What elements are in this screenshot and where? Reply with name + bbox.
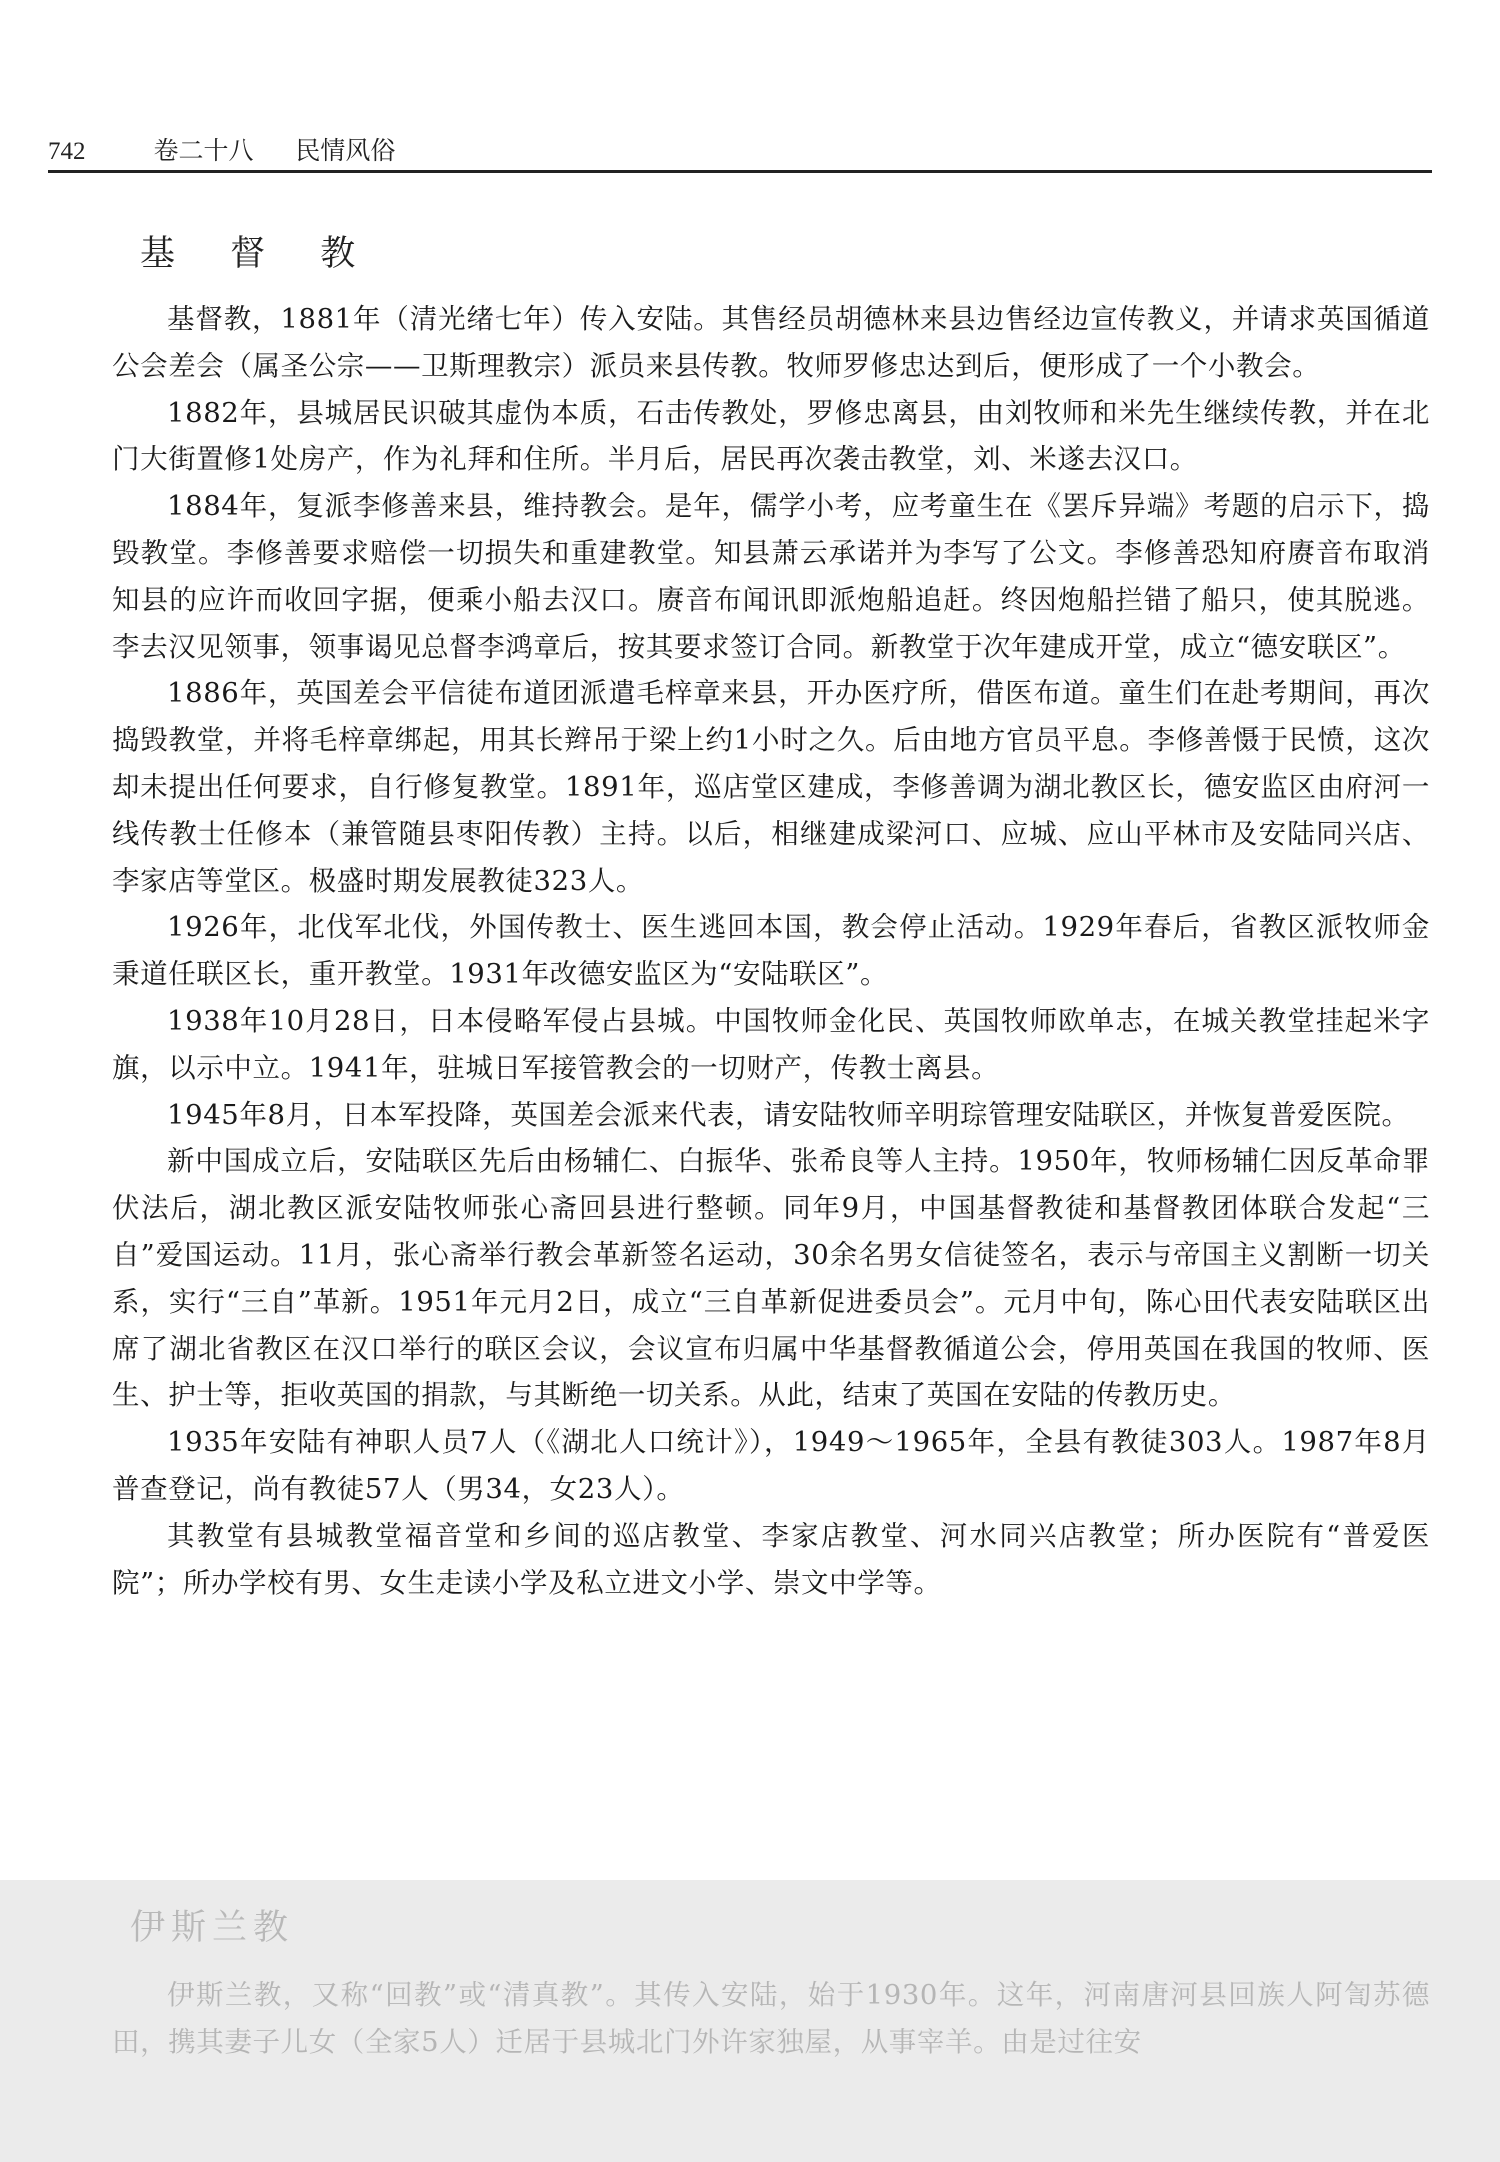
paragraph: 1926年，北伐军北伐，外国传教士、医生逃回本国，教会停止活动。1929年春后，省教区派牧师金秉道任联区长，重开教堂。1931年改德安监区为“安陆联区”。 [112, 911, 1430, 991]
paragraph: 1935年安陆有神职人员7人（《湖北人口统计》），1949～1965年，全县有教徒303人。1987年8月普查登记，尚有教徒57人（男34，女23人）。 [112, 1426, 1430, 1505]
paragraph: 新中国成立后，安陆联区先后由杨辅仁、白振华、张希良等人主持。1950年，牧师杨辅仁因反革命罪伏法后，湖北教区派安陆牧师张心斋回县进行整顿。同年9月，中国基督教徒和基督教团体联合发起“三自”爱国运动。11月，张心斋举行教会革新签名运动，30余名男女信徒签名，表示与帝国主义割断一切关系，实行“三自”革新。1951年元月2日，成立“三自革新促进委员会”。元月中旬，陈心田代表安陆联区出席了湖北省教区在汉口举行的联区会议，会议宣布归属中华基督教循道公会，停用英国在我国的牧师、医生、护士等，拒收英国的捐款，与其断绝一切关系。从此，结束了英国在安陆的传教历史。 [112, 1145, 1430, 1412]
header-rule [48, 170, 1432, 173]
chapter-label: 民情风俗 [295, 136, 396, 165]
paragraph: 其教堂有县城教堂福音堂和乡间的巡店教堂、李家店教堂、河水同兴店教堂；所办医院有“普爱医院”；所办学校有男、女生走读小学及私立进文小学、崇文中学等。 [112, 1519, 1430, 1599]
page-header [48, 134, 1430, 169]
next-section-body [112, 1972, 1430, 2066]
section-title: 基 督 教 [140, 234, 378, 274]
paragraph: 1945年8月，日本军投降，英国差会派来代表，请安陆牧师辛明琮管理安陆联区，并恢复普爱医院。 [167, 1098, 1410, 1131]
paragraph: 1884年，复派李修善来县，维持教会。是年，儒学小考，应考童生在《罢斥异端》考题的启示下，捣毁教堂。李修善要求赔偿一切损失和重建教堂。知县萧云承诺并为李写了公文。李修善恐知府赓音布取消知县的应许而收回字据，便乘小船去汉口。赓音布闻讯即派炮船追赶。终因炮船拦错了船只，使其脱逃。李去汉见领事，领事谒见总督李鸿章后，按其要求签订合同。新教堂于次年建成开堂，成立“德安联区”。 [112, 490, 1430, 663]
paragraph: 1886年，英国差会平信徒布道团派遣毛梓章来县，开办医疗所，借医布道。童生们在赴考期间，再次捣毁教堂，并将毛梓章绑起，用其长辫吊于梁上约1小时之久。后由地方官员平息。李修善慑于民愤，这次却未提出任何要求，自行修复教堂。1891年，巡店堂区建成，李修善调为湖北教区长，德安监区由府河一线传教士任修本（兼管随县枣阳传教）主持。以后，相继建成梁河口、应城、应山平林市及安陆同兴店、李家店等堂区。极盛时期发展教徒323人。 [112, 677, 1430, 897]
section-body [112, 296, 1430, 1606]
next-section-title: 伊斯兰教 [130, 1908, 295, 1948]
paragraph: 1882年，县城居民识破其虚伪本质，石击传教处，罗修忠离县，由刘牧师和米先生继续传教，并在北门大街置修1处房产，作为礼拜和住所。半月后，居民再次袭击教堂，刘、米遂去汉口。 [112, 396, 1430, 476]
page-number: 742 [48, 138, 86, 165]
paragraph: 1938年10月28日，日本侵略军侵占县城。中国牧师金化民、英国牧师欧单志，在城关教堂挂起米字旗，以示中立。1941年，驻城日军接管教会的一切财产，传教士离县。 [112, 1004, 1430, 1084]
paragraph: 基督教，1881年（清光绪七年）传入安陆。其售经员胡德林来县边售经边宣传教义，并请求英国循道公会差会（属圣公宗——卫斯理教宗）派员来县传教。牧师罗修忠达到后，便形成了一个小教会。 [112, 303, 1430, 382]
paragraph: 伊斯兰教，又称“回教”或“清真教”。其传入安陆，始于1930年。这年，河南唐河县回族人阿訇苏德田，携其妻子儿女（全家5人）迁居于县城北门外许家独屋，从事宰羊。由是过往安 [112, 1979, 1430, 2058]
volume-label: 卷二十八 [153, 136, 254, 165]
next-section-faded [0, 1880, 1500, 2162]
